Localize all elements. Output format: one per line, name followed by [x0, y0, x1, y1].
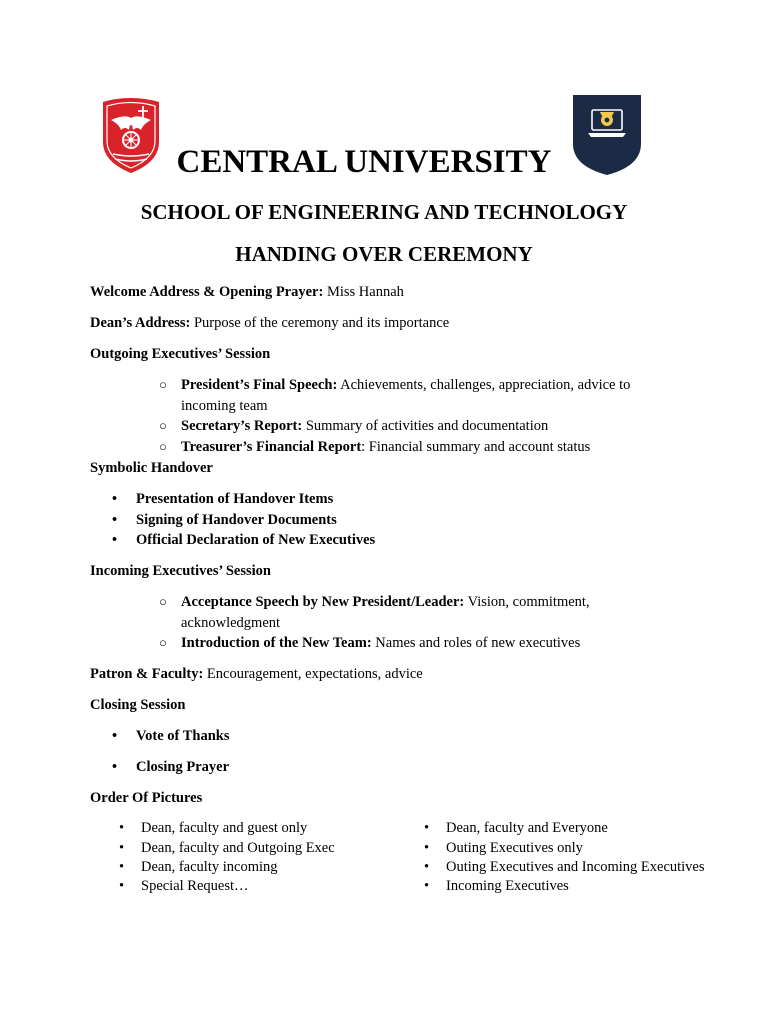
bullet-icon: • [424, 820, 430, 836]
document-page: CENTRAL UNIVERSITY SCHOOL OF ENGINEERING AND TECHNOLOGY HANDING OVER CEREMONY Welcome Address & Opening Prayer: Miss Hannah Dean’s Address: Purpose of the ceremony and its importance Outgoing Executives’ Session ○ President’s Final Speech: Achievements, challenges, appreciation, advice to incoming team ○ Secretary’s Report: Summary of activities and documentation ○ Treasurer’s Financial Report: Financial summary and account status Symbolic Handover • Presentation of Handover Items • Signing of Handover Documents • Official Declaration of New Executives Incoming Executives’ Session ○ Acceptance Speech by New President/Leader: Vision, commitment, acknowledgment ○ Introduction of the New Team: Names and roles of new executives Patron & Faculty: Encouragement, expectations, advice Closing Session • Vote of Thanks • Closing Prayer Order Of Pictures • Dean, faculty and guest only • Dean, faculty and Outgoing Exec • Dean, faculty incoming • Special Request… • Dean, faculty and Everyone • Outing Executives only • Outing Executives and Incoming Executives • Incoming Executives [0, 0, 768, 1024]
item-label: Introduction of the New Team: [181, 635, 372, 651]
bullet-icon: • [112, 491, 118, 507]
bullet-icon: • [112, 728, 118, 744]
pictures-heading: Order Of Pictures [90, 790, 203, 806]
circle-bullet-icon: ○ [159, 377, 167, 392]
dean-label: Dean’s Address: [90, 315, 191, 331]
item-label: Acceptance Speech by New President/Leader: [181, 594, 465, 610]
circle-bullet-icon: ○ [159, 635, 167, 650]
item-label: Secretary’s Report: [181, 418, 303, 434]
incoming-heading: Incoming Executives’ Session [90, 563, 271, 579]
welcome-line [90, 282, 404, 302]
bullet-icon: • [112, 759, 118, 775]
welcome-label: Welcome Address & Opening Prayer: [90, 284, 324, 300]
circle-bullet-icon: ○ [159, 594, 167, 609]
bullet-icon: • [119, 820, 125, 836]
circle-bullet-icon: ○ [159, 418, 167, 433]
item-value: Summary of activities and documentation [302, 418, 549, 434]
patron-label: Patron & Faculty: [90, 666, 204, 682]
bullet-icon: • [424, 878, 430, 894]
school-name: SCHOOL OF ENGINEERING AND TECHNOLOGY [140, 200, 628, 224]
bullet-icon: • [424, 840, 430, 856]
bullet-icon: • [424, 859, 430, 875]
event-title: HANDING OVER CEREMONY [235, 242, 533, 266]
dean-value: Purpose of the ceremony and its importance [190, 315, 450, 331]
item-label: Treasurer’s Financial Report [181, 439, 362, 455]
page-title: CENTRAL UNIVERSITY [176, 144, 552, 180]
patron-line [90, 664, 423, 684]
circle-bullet-icon: ○ [159, 439, 167, 454]
item-value: Names and roles of new executives [371, 635, 581, 651]
item-label: President’s Final Speech: [181, 377, 338, 393]
bullet-icon: • [119, 859, 125, 875]
item-value: Vision, commitment, acknowledgment [181, 594, 590, 631]
handover-heading: Symbolic Handover [90, 460, 213, 476]
item-value: : Financial summary and account status [361, 439, 591, 455]
closing-heading: Closing Session [90, 697, 186, 713]
patron-value: Encouragement, expectations, advice [203, 666, 423, 682]
welcome-value: Miss Hannah [323, 284, 404, 300]
dean-line [90, 313, 449, 333]
bullet-icon: • [112, 532, 118, 548]
bullet-icon: • [119, 840, 125, 856]
outgoing-heading: Outgoing Executives’ Session [90, 346, 271, 362]
item-value: Achievements, challenges, appreciation, advice to incoming team [181, 377, 631, 414]
bullet-icon: • [112, 512, 118, 528]
bullet-icon: • [119, 878, 125, 894]
